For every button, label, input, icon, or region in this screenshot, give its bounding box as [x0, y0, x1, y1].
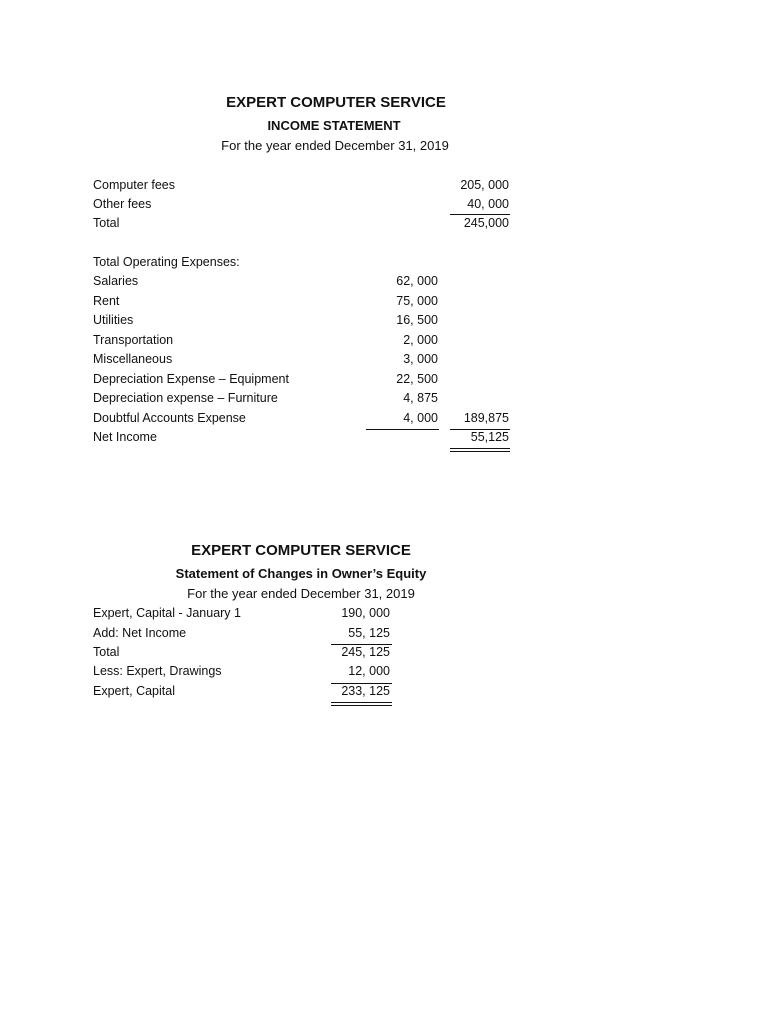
equity-amount-ending-capital: 233, 125	[341, 684, 390, 698]
equity-company-name: EXPERT COMPUTER SERVICE	[191, 542, 411, 559]
equity-statement-title: Statement of Changes in Owner’s Equity	[175, 566, 427, 581]
expense-amount-salaries: 62, 000	[396, 274, 438, 288]
expenses-heading: Total Operating Expenses:	[93, 255, 240, 269]
equity-label-ending-capital: Expert, Capital	[93, 684, 175, 698]
expense-label-doubtful-accounts: Doubtful Accounts Expense	[93, 411, 246, 425]
equity-label-drawings: Less: Expert, Drawings	[93, 664, 222, 678]
equity-label-capital-january: Expert, Capital - January 1	[93, 606, 241, 620]
expense-label-utilities: Utilities	[93, 313, 134, 327]
equity-ending-double-rule	[331, 702, 392, 706]
revenue-amount-other-fees: 40, 000	[467, 197, 509, 211]
expense-amount-transportation: 2, 000	[403, 333, 438, 347]
expense-amount-rent: 75, 000	[396, 294, 438, 308]
revenue-amount-total: 245,000	[463, 216, 509, 230]
equity-amount-total: 245, 125	[341, 645, 390, 659]
net-income-label: Net Income	[93, 430, 157, 444]
revenue-amount-computer-fees: 205, 000	[460, 178, 509, 192]
expense-label-salaries: Salaries	[93, 274, 139, 288]
net-income-amount: 55,125	[470, 430, 509, 444]
revenue-subtotal-rule	[450, 214, 510, 215]
equity-amount-capital-january: 190, 000	[341, 606, 390, 620]
equity-label-add-net-income: Add: Net Income	[93, 626, 187, 640]
equity-amount-add-net-income: 55, 125	[348, 626, 390, 640]
expense-label-miscellaneous: Miscellaneous	[93, 352, 173, 366]
expense-amount-utilities: 16, 500	[396, 313, 438, 327]
income-statement-title: INCOME STATEMENT	[267, 118, 401, 133]
expense-amount-depreciation-equipment: 22, 500	[396, 372, 438, 386]
equity-label-total: Total	[93, 645, 120, 659]
expense-amount-doubtful-accounts: 4, 000	[403, 411, 438, 425]
expense-amount-miscellaneous: 3, 000	[403, 352, 438, 366]
expense-label-depreciation-furniture: Depreciation expense – Furniture	[93, 391, 278, 405]
expense-label-transportation: Transportation	[93, 333, 174, 347]
expense-label-depreciation-equipment: Depreciation Expense – Equipment	[93, 372, 289, 386]
income-period: For the year ended December 31, 2019	[221, 138, 449, 153]
equity-period: For the year ended December 31, 2019	[187, 586, 415, 601]
revenue-label-total: Total	[93, 216, 120, 230]
income-company-name: EXPERT COMPUTER SERVICE	[226, 94, 446, 111]
total-expenses-amount: 189,875	[463, 411, 509, 425]
revenue-label-other-fees: Other fees	[93, 197, 152, 211]
equity-amount-drawings: 12, 000	[348, 664, 390, 678]
net-income-double-rule	[450, 448, 510, 452]
expense-label-rent: Rent	[93, 294, 120, 308]
revenue-label-computer-fees: Computer fees	[93, 178, 175, 192]
expense-amount-depreciation-furniture: 4, 875	[403, 391, 438, 405]
